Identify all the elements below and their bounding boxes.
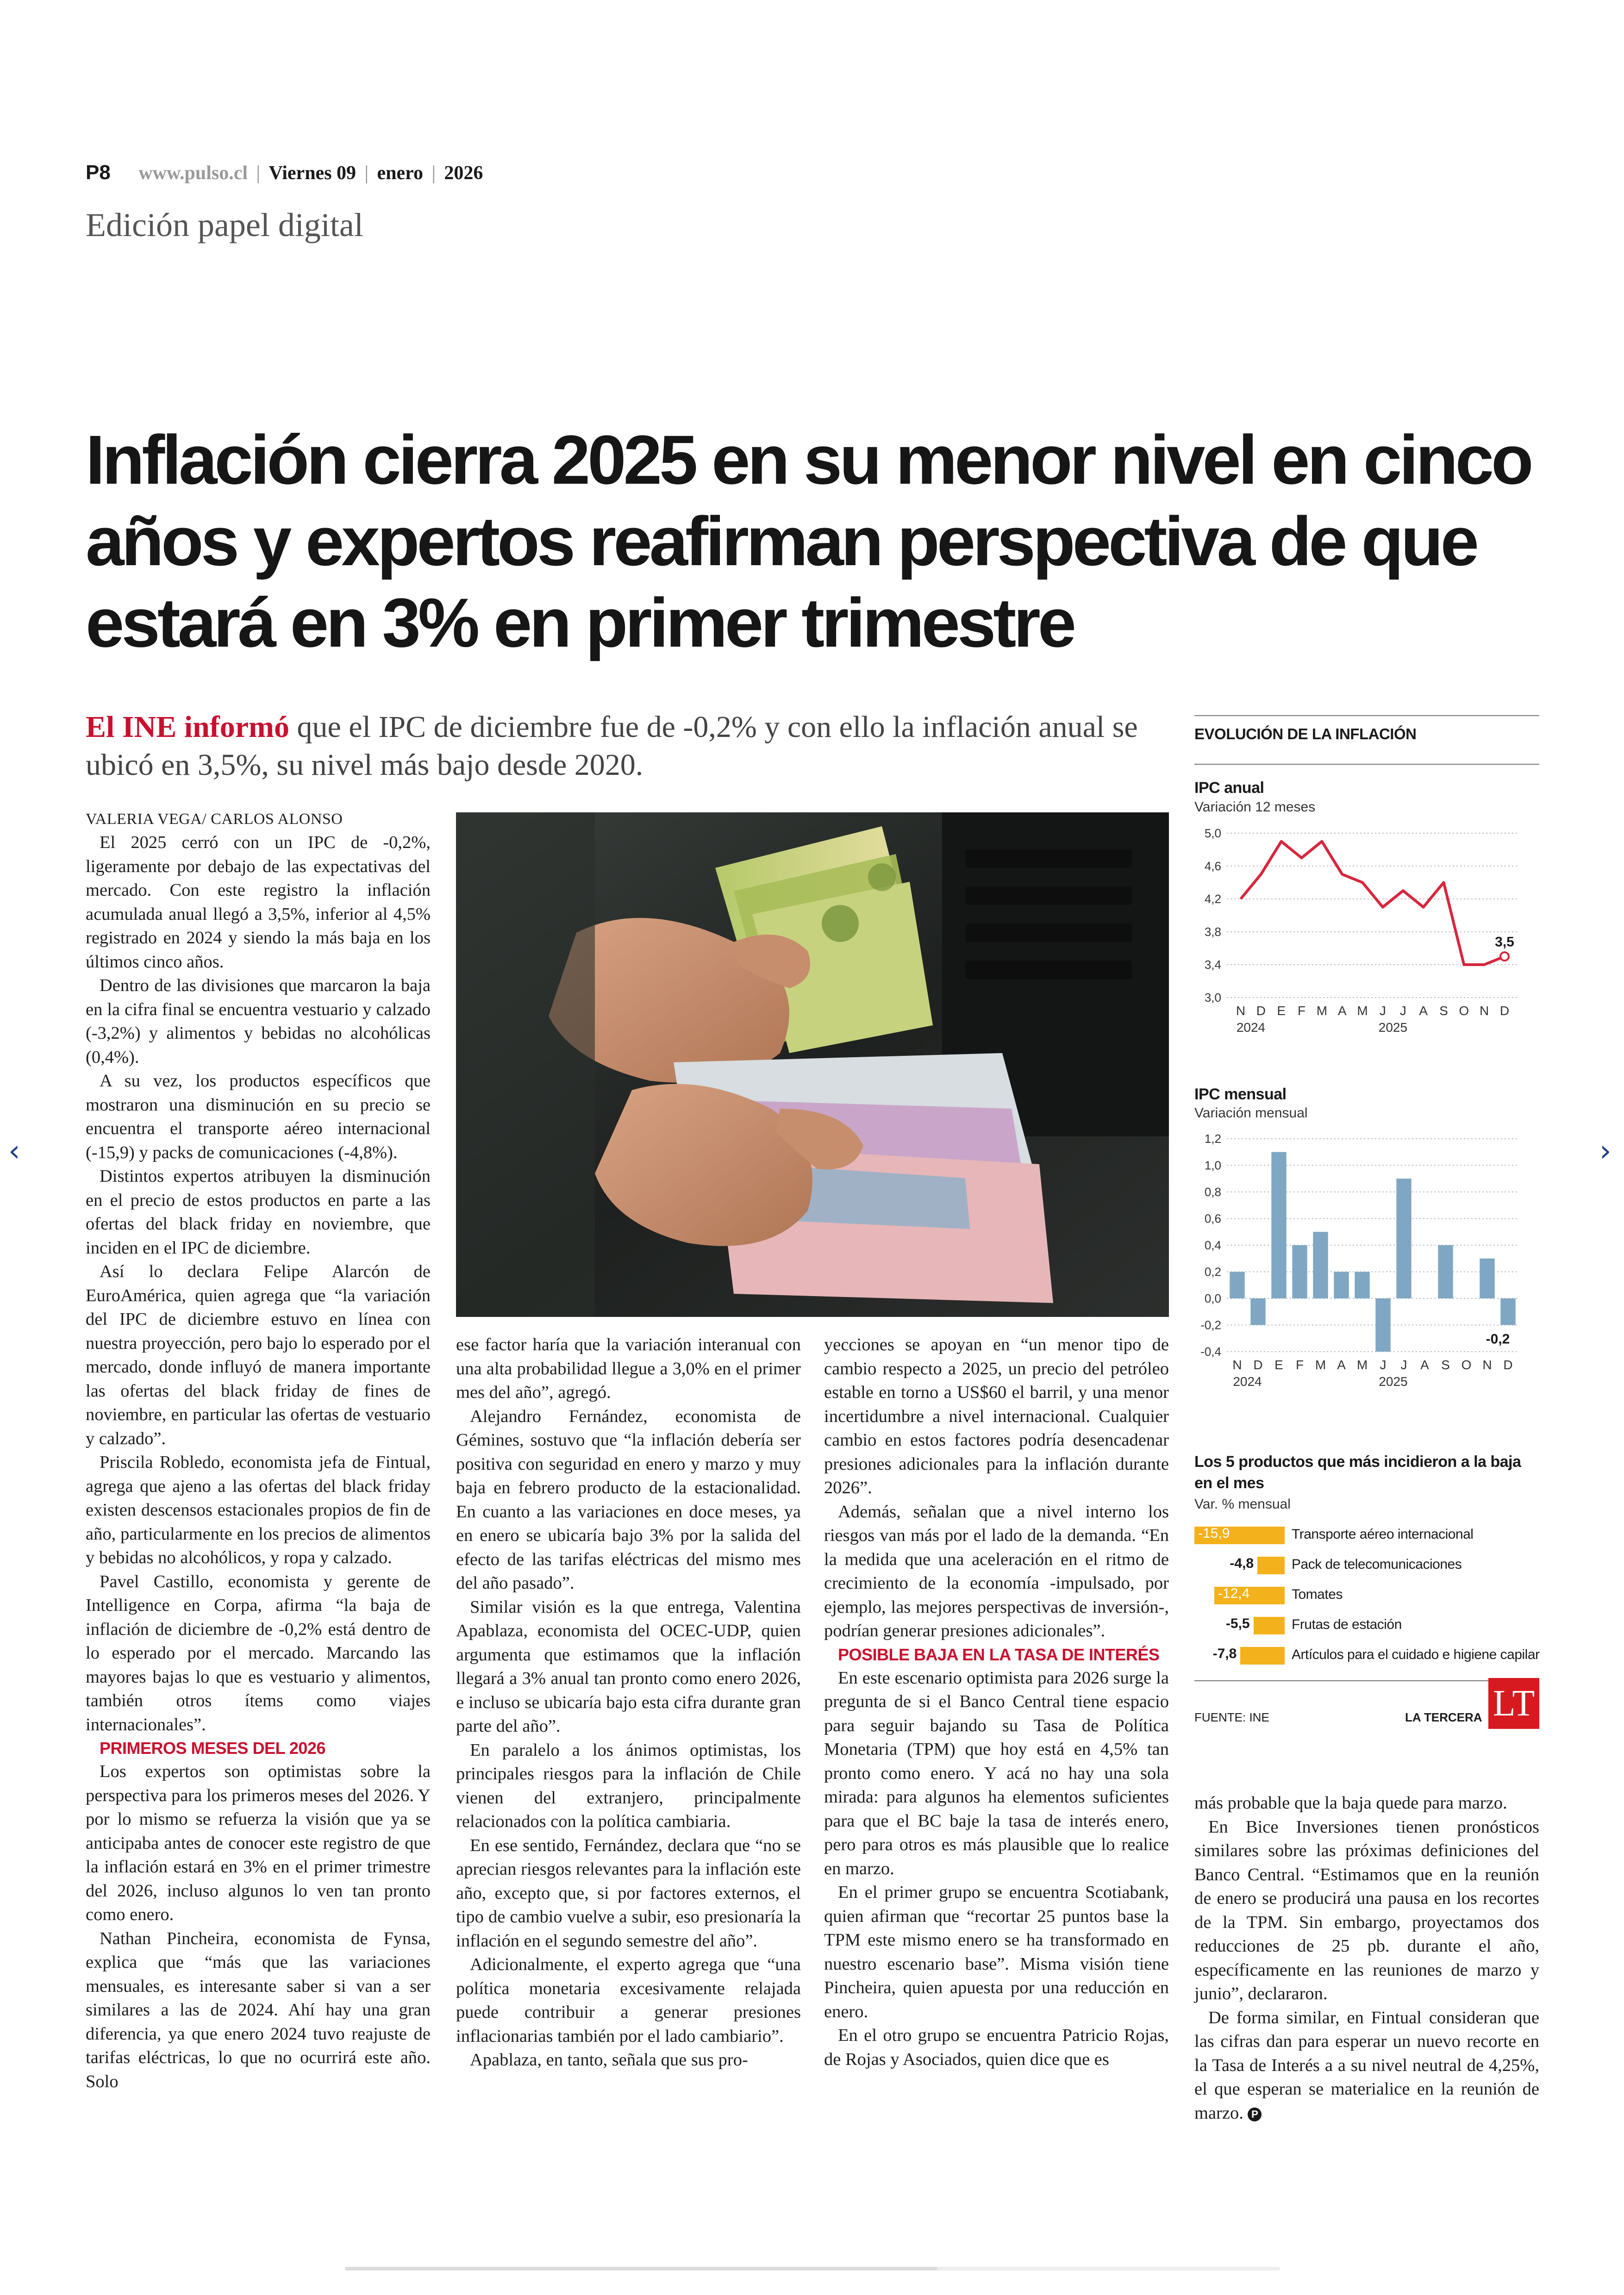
- paragraph: Los expertos son optimistas sobre la perspectiva para los primeros meses del 2026. Y por lo mismo se refuerza la visión que ya se anticipaba antes de conocer este registro de que la inflación estará en 3% en el primer trimestre del 2026, incluso algunos lo ven tan pronto como enero.: [86, 1762, 431, 1924]
- horizontal-scrollbar[interactable]: [345, 2267, 1280, 2270]
- end-mark-icon: P: [1248, 2108, 1262, 2121]
- scrollbar-thumb[interactable]: [345, 2267, 937, 2270]
- paragraph: Alejandro Fernández, economista de Gémines, sostuvo que “la inflación debería ser positiva con seguridad en enero y marzo y muy baja en febrero producto de la estacionalidad. En cuanto a las variaciones en doce meses, ya en enero se ubicaría bajo 3% por la salida del efecto de las tarifas eléctricas del mismo mes del año pasado”.: [456, 1406, 801, 1593]
- paragraph: yecciones se apoyan en “un menor tipo de cambio respecto a 2025, un precio del petróleo estable en torno a US$60 el barril, y una menor incertidumbre a nivel internacional. Cualquier cambio en estos factores podría desencadenar presiones adicionales para la inflación durante 2026”.: [824, 1335, 1169, 1497]
- paragraph: En el primer grupo se encuentra Scotiabank, quien afirman que “recortar 25 puntos base la TPM este mismo enero se ha transformado en nuestro escenario base”. Misma visión tiene Pincheira, quien apuesta por una reducción en enero.: [824, 1883, 1169, 2021]
- paragraph: En ese sentido, Fernández, declara que “no se aprecian riesgos relevantes para la inflación este año, excepto que, si por factores externos, el tipo de cambio vuelve a subir, eso presionaría la inflación en el segundo semestre del año”.: [456, 1835, 801, 1951]
- paragraph: [1194, 2006, 1539, 2126]
- section-subhead: PRIMEROS MESES DEL 2026: [100, 1739, 325, 1758]
- monthly-bar: [1334, 1272, 1349, 1299]
- x-tick-label: O: [1461, 1358, 1472, 1372]
- paragraph: En este escenario optimista para 2026 surge la pregunta de si el Banco Central tiene espacio para seguir bajando su Tasa de Política Monetaria (TPM) que hoy está en 4,5% tan pronto como enero. Y acá no hay una sola mirada: para algunos ha elementos suficientes para que el BC baje la tasa de interés enero, pero para otros es más plausible que lo realice en marzo.: [824, 1668, 1169, 1878]
- product-bar: [1254, 1617, 1285, 1634]
- byline: VALERIA VEGA/ CARLOS ALONSO: [86, 811, 343, 828]
- x-tick-label: M: [1316, 1004, 1328, 1018]
- product-value-label: -15,9: [1198, 1526, 1230, 1541]
- monthly-bar: [1271, 1152, 1286, 1298]
- monthly-chart-title: IPC mensual: [1194, 1085, 1287, 1103]
- prev-page-icon[interactable]: ‹: [8, 1134, 20, 1168]
- last-value-label: 3,5: [1495, 934, 1514, 950]
- lead-highlight: El INE informó: [86, 710, 290, 744]
- inflation-infographic: [1194, 715, 1539, 1734]
- article-column-2: [456, 1333, 801, 2072]
- x-tick-label: D: [1256, 1004, 1266, 1018]
- product-value-label: -12,4: [1218, 1586, 1250, 1601]
- x-tick-label: N: [1232, 1358, 1242, 1372]
- product-value-label: -7,8: [1212, 1646, 1237, 1661]
- product-row: [1194, 1523, 1539, 1547]
- x-tick-label: N: [1482, 1358, 1492, 1372]
- product-value-label: -5,5: [1225, 1616, 1250, 1631]
- headline: Inflación cierra 2025 en su menor nivel en cinco años y expertos reafirman perspectiva de que estará en 3% en primer trimestre: [86, 421, 1531, 661]
- site-url[interactable]: www.pulso.cl: [138, 162, 248, 184]
- x-tick-label: N: [1480, 1004, 1489, 1018]
- paragraph: El 2025 cerró con un IPC de -0,2%, ligeramente por debajo de las expectativas del mercado. Con este registro la inflación acumulada anual llegó a 3,5%, inferior al 4,5% registrado en 2024 y siendo la más baja en los últimos cinco años.: [86, 833, 431, 972]
- product-name: Frutas de estación: [1292, 1617, 1402, 1632]
- sidebar-title: EVOLUCIÓN DE LA INFLACIÓN: [1194, 725, 1417, 742]
- paragraph: Priscila Robledo, economista jefa de Fintual, agrega que ajeno a las ofertas del black friday existen descensos estacionales propios de fin de año, particularmente en los precios de alimentos y bebidas no alcohólicos, y ropa y calzado.: [86, 1453, 431, 1567]
- monthly-chart-subtitle: Variación mensual: [1194, 1105, 1308, 1121]
- x-tick-label: M: [1315, 1358, 1326, 1372]
- paragraph: A su vez, los productos específicos que mostraron una disminución en su precio se encuentra el transporte aéreo internacional (-15,9) y packs de comunicaciones (-4,8%).: [86, 1071, 431, 1162]
- product-value-label: -4,8: [1230, 1556, 1254, 1571]
- y-tick-label: 0,4: [1204, 1238, 1221, 1252]
- product-name: Pack de telecomunicaciones: [1292, 1557, 1462, 1572]
- monthly-inflation-bar-chart: [1194, 1129, 1539, 1398]
- x-tick-label: O: [1459, 1004, 1469, 1018]
- paragraph: Distintos expertos atribuyen la disminución en el precio de estos productos en parte a las ofertas del black friday en noviembre, que inciden en el IPC de diciembre.: [86, 1166, 431, 1258]
- x-tick-label: J: [1400, 1358, 1407, 1372]
- x-year-label: 2025: [1379, 1374, 1408, 1389]
- paragraph: Dentro de las divisiones que marcaron la baja en la cifra final se encuentra vestuario y calzado (-3,2%) y alimentos y bebidas no alcohólicas (0,4%).: [86, 976, 431, 1067]
- x-tick-label: D: [1253, 1358, 1263, 1372]
- monthly-bar: [1438, 1245, 1453, 1298]
- y-tick-label: 0,6: [1204, 1211, 1221, 1226]
- header-separator: |: [431, 162, 436, 184]
- sidebar-top-rule: [1194, 715, 1539, 716]
- annual-inflation-series-line: [1241, 842, 1505, 965]
- y-tick-label: 5,0: [1204, 826, 1221, 840]
- paragraph: Similar visión es la que entrega, Valentina Apablaza, economista del OCEC-UDP, quien argumenta que estimamos que la inflación llegará a 3% anual tan pronto como enero 2026, e incluso se ubicaría bajo esta cifra durante gran parte del año”.: [456, 1597, 801, 1736]
- monthly-bar: [1375, 1298, 1390, 1352]
- article-photo: [456, 812, 1169, 1317]
- annual-inflation-line-chart: [1194, 824, 1539, 1046]
- x-tick-label: M: [1356, 1358, 1368, 1372]
- article-column-1: [86, 808, 431, 2094]
- page-number: P8: [86, 161, 111, 184]
- paragraph: Apablaza, en tanto, señala que sus pro-: [470, 2050, 748, 2070]
- product-row: [1194, 1613, 1539, 1637]
- x-tick-label: D: [1503, 1358, 1513, 1372]
- y-tick-label: 1,0: [1204, 1158, 1221, 1172]
- x-year-label: 2024: [1236, 1020, 1266, 1035]
- sidebar-title-rule: [1194, 764, 1539, 765]
- products-chart-title: Los 5 productos que más incidieron a la baja en el mes: [1194, 1453, 1521, 1492]
- products-chart-subtitle: Var. % mensual: [1194, 1497, 1291, 1512]
- article-column-3: [824, 1333, 1169, 2071]
- article-column-4: [1194, 1791, 1539, 2125]
- y-tick-label: 4,6: [1204, 859, 1221, 873]
- section-subhead: POSIBLE BAJA EN LA TASA DE INTERÉS: [838, 1645, 1160, 1664]
- monthly-bar: [1292, 1245, 1307, 1298]
- monthly-bar: [1250, 1298, 1265, 1325]
- x-tick-label: A: [1337, 1004, 1347, 1018]
- paragraph: Adicionalmente, el experto agrega que “una política monetaria excesivamente relajada puede contribuir a generar presiones inflacionarias también por el lado cambiario”.: [456, 1955, 801, 2046]
- x-tick-label: J: [1399, 1004, 1406, 1018]
- y-tick-label: 4,2: [1204, 892, 1221, 906]
- x-tick-label: A: [1420, 1358, 1429, 1372]
- y-tick-label: 0,8: [1204, 1185, 1221, 1199]
- last-value-label: -0,2: [1486, 1331, 1510, 1347]
- y-tick-label: 3,8: [1204, 925, 1221, 939]
- paragraph: Nathan Pincheira, economista de Fynsa, explica que “más que las variaciones mensuales, es interesante saber si van a ser similares a las de 2024. Ahí hay una gran diferencia, ya que enero 2024 tuvo reajuste de tarifas eléctricas, lo que no ocurrirá este año. Solo: [86, 1928, 431, 2091]
- product-name: Transporte aéreo internacional: [1292, 1527, 1474, 1542]
- header-weekday: Viernes 09: [269, 162, 356, 184]
- y-tick-label: -0,2: [1200, 1318, 1221, 1332]
- x-tick-label: M: [1357, 1004, 1368, 1018]
- paragraph-text: De forma similar, en Fintual consideran que las cifras dan para esperar un nuevo recorte en la Tasa de Interés a a su nivel neutral de 4,25%, el que esperan se materialice en la reunión de marzo.: [1194, 2008, 1539, 2123]
- last-point-marker: [1500, 952, 1509, 960]
- x-tick-label: S: [1439, 1004, 1448, 1018]
- x-year-label: 2024: [1233, 1374, 1262, 1389]
- paragraph: Además, señalan que a nivel interno los riesgos van más por el lado de la demanda. “En la medida que una aceleración en el ritmo de crecimiento de la economía -impulsado, por ejemplo, las mejores perspectivas de inversión-, podrían generar presiones adicionales”.: [824, 1502, 1169, 1640]
- y-tick-label: -0,4: [1200, 1345, 1221, 1359]
- monthly-bar: [1500, 1298, 1515, 1325]
- x-tick-label: E: [1277, 1004, 1286, 1018]
- product-row: [1194, 1643, 1539, 1667]
- product-bar: [1257, 1557, 1285, 1574]
- lead-text: que el IPC de diciembre fue de -0,2% y con ello la inflación anual se ubicó en 3,5%, su nivel más bajo desde 2020.: [86, 710, 1138, 782]
- paragraph: En paralelo a los ánimos optimistas, los principales riesgos para la inflación de Chile vienen del extranjero, principalmente relacionados con la política cambiaria.: [456, 1740, 801, 1831]
- product-name: Tomates: [1292, 1587, 1343, 1602]
- annual-chart-title: IPC anual: [1194, 779, 1264, 797]
- x-tick-label: A: [1337, 1358, 1346, 1372]
- next-page-icon[interactable]: ›: [1599, 1134, 1612, 1168]
- x-tick-label: F: [1295, 1358, 1304, 1372]
- header-separator: |: [364, 162, 369, 184]
- la-tercera-logo: LT: [1488, 1678, 1539, 1729]
- monthly-bar: [1480, 1259, 1494, 1298]
- header-year: 2026: [444, 162, 483, 184]
- paragraph: ese factor haría que la variación interanual con una alta probabilidad llegue a 3,0% en el primer mes del año”, agregó.: [456, 1335, 801, 1402]
- monthly-bar: [1230, 1272, 1244, 1299]
- lead-paragraph: [86, 708, 1197, 784]
- product-row: [1194, 1553, 1539, 1577]
- x-tick-label: S: [1441, 1358, 1450, 1372]
- y-tick-label: 3,0: [1204, 991, 1221, 1004]
- annual-chart-subtitle: Variación 12 meses: [1194, 799, 1316, 815]
- paragraph: más probable que la baja quede para marzo.: [1194, 1793, 1507, 1813]
- x-tick-label: F: [1297, 1004, 1306, 1018]
- paragraph: En Bice Inversiones tienen pronósticos similares sobre las próximas definiciones del Banco Central. “Estimamos que en la reunión de enero se producirá una pausa en los recortes de la TPM. Sin embargo, proyectamos dos reducciones de 25 pb. durante el año, específicamente en las reuniones de marzo y junio”, declararon.: [1194, 1817, 1539, 2003]
- y-tick-label: 0,0: [1204, 1291, 1221, 1305]
- x-tick-label: E: [1274, 1358, 1283, 1372]
- product-row: [1194, 1583, 1539, 1607]
- paragraph: Así lo declara Felipe Alarcón de EuroAmérica, quien agrega que “la variación del IPC de diciembre estuvo en línea con nuestra proyección, pero bajo lo esperado por el mercado, donde influyó de manera importante las ofertas del black friday de fines de noviembre, en particular las ofertas de vestuario y calzado”.: [86, 1262, 431, 1448]
- photo-hands-counting-banknotes-illustration: [456, 812, 1169, 1317]
- x-tick-label: N: [1236, 1004, 1246, 1018]
- x-tick-label: D: [1499, 1004, 1510, 1018]
- product-bar: [1240, 1647, 1285, 1665]
- source-label: FUENTE: INE: [1194, 1710, 1269, 1724]
- monthly-bar: [1396, 1179, 1411, 1298]
- sidebar-bottom-rule: [1194, 1680, 1539, 1681]
- edition-label: Edición papel digital: [86, 206, 363, 243]
- product-name: Artículos para el cuidado e higiene capilar: [1292, 1647, 1540, 1662]
- header-month: enero: [377, 162, 423, 184]
- page-header: [86, 161, 483, 184]
- x-tick-label: J: [1380, 1358, 1387, 1372]
- y-tick-label: 3,4: [1204, 958, 1221, 972]
- monthly-bar: [1313, 1232, 1328, 1298]
- x-tick-label: J: [1379, 1004, 1386, 1018]
- paragraph: Pavel Castillo, economista y gerente de Intelligence en Corpa, afirma “la baja de inflación de diciembre de -0,2% está dentro de lo esperado por el mercado. Marcando las mayores bajas lo que es vestuario y alimentos, también otros ítems como viajes internacionales”.: [86, 1572, 431, 1734]
- y-tick-label: 0,2: [1204, 1265, 1221, 1279]
- x-tick-label: A: [1419, 1004, 1428, 1018]
- y-tick-label: 1,2: [1204, 1132, 1221, 1146]
- monthly-bar: [1355, 1272, 1369, 1299]
- brand-label: LA TERCERA: [1405, 1710, 1482, 1724]
- header-separator: |: [256, 162, 260, 184]
- paragraph: En el otro grupo se encuentra Patricio Rojas, de Rojas y Asociados, quien dice que es: [824, 2026, 1169, 2069]
- x-year-label: 2025: [1378, 1020, 1408, 1035]
